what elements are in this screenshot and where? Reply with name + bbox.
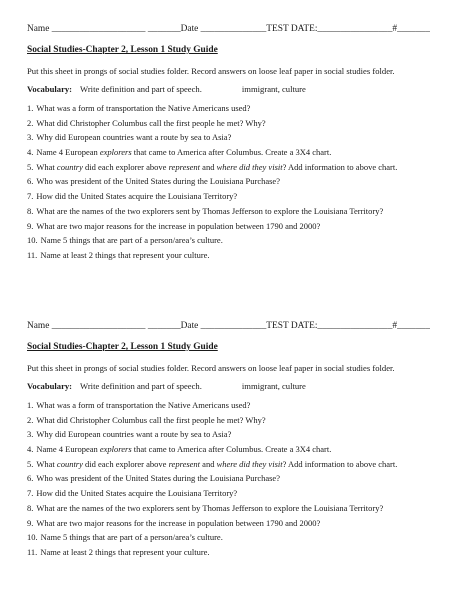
folder-instructions: Put this sheet in prongs of social studies folder. Record answers on loose leaf paper in social studies folder. [27, 66, 395, 76]
question-item: 3. Why did European countries want a route by sea to Asia? [27, 429, 232, 440]
question-item: 5. What country did each explorer above represent and where did they visit? Add information to above chart. [27, 458, 398, 469]
vocabulary-instruction: Write definition and part of speech. [80, 381, 202, 391]
question-item: 1. What was a form of transportation the Native Americans used? [27, 103, 251, 113]
folder-instructions: Put this sheet in prongs of social studies folder. Record answers on loose leaf paper in social studies folder. [27, 363, 395, 373]
question-item: 5. What country did each explorer above represent and where did they visit? Add information to above chart. [27, 161, 398, 172]
vocabulary-words: immigrant, culture [241, 84, 306, 94]
study-guide-title: Social Studies-Chapter 2, Lesson 1 Study Guide [27, 342, 218, 352]
study-guide-top [27, 22, 447, 263]
question-item: 11. Name at least 2 things that represent your culture. [27, 249, 210, 260]
question-item: 11. Name at least 2 things that represent your culture. [27, 546, 210, 557]
question-item: 9. What are two major reasons for the increase in population between 1790 and 2000? [27, 517, 321, 528]
question-item: 6. Who was president of the United States during the Louisiana Purchase? [27, 176, 280, 187]
question-item: 7. How did the United States acquire the Louisiana Territory? [27, 191, 238, 202]
question-item: 2. What did Christopher Columbus call the first people he met? Why? [27, 414, 266, 425]
question-item: 7. How did the United States acquire the Louisiana Territory? [27, 488, 238, 499]
question-item: 10. Name 5 things that are part of a person/area’s culture. [27, 532, 223, 543]
name-date-header: Name ____________________ _______Date ______________TEST DATE:________________#_______ [27, 321, 430, 331]
question-list [27, 101, 447, 263]
vocabulary-label: Vocabulary: [27, 84, 73, 94]
question-item: 8. What are the names of the two explorers sent by Thomas Jefferson to explore the Louisiana Territory? [27, 205, 384, 216]
question-item: 4. Name 4 European explorers that came to America after Columbus. Create a 3X4 chart. [27, 147, 332, 158]
question-list [27, 398, 447, 560]
study-guide-title: Social Studies-Chapter 2, Lesson 1 Study Guide [27, 45, 218, 55]
vocabulary-line [27, 83, 447, 95]
study-guide-bottom [27, 319, 447, 560]
question-item: 9. What are two major reasons for the increase in population between 1790 and 2000? [27, 220, 321, 231]
vocabulary-label: Vocabulary: [27, 381, 73, 391]
question-item: 2. What did Christopher Columbus call the first people he met? Why? [27, 117, 266, 128]
vocabulary-instruction: Write definition and part of speech. [80, 84, 202, 94]
question-item: 6. Who was president of the United States during the Louisiana Purchase? [27, 473, 280, 484]
question-item: 8. What are the names of the two explorers sent by Thomas Jefferson to explore the Louisiana Territory? [27, 502, 384, 513]
question-item: 1. What was a form of transportation the Native Americans used? [27, 400, 251, 410]
question-item: 10. Name 5 things that are part of a person/area’s culture. [27, 235, 223, 246]
name-date-header: Name ____________________ _______Date ______________TEST DATE:________________#_______ [27, 24, 430, 34]
question-item: 3. Why did European countries want a route by sea to Asia? [27, 132, 232, 143]
vocabulary-words: immigrant, culture [241, 381, 306, 391]
vocabulary-line [27, 380, 447, 392]
question-item: 4. Name 4 European explorers that came to America after Columbus. Create a 3X4 chart. [27, 444, 332, 455]
